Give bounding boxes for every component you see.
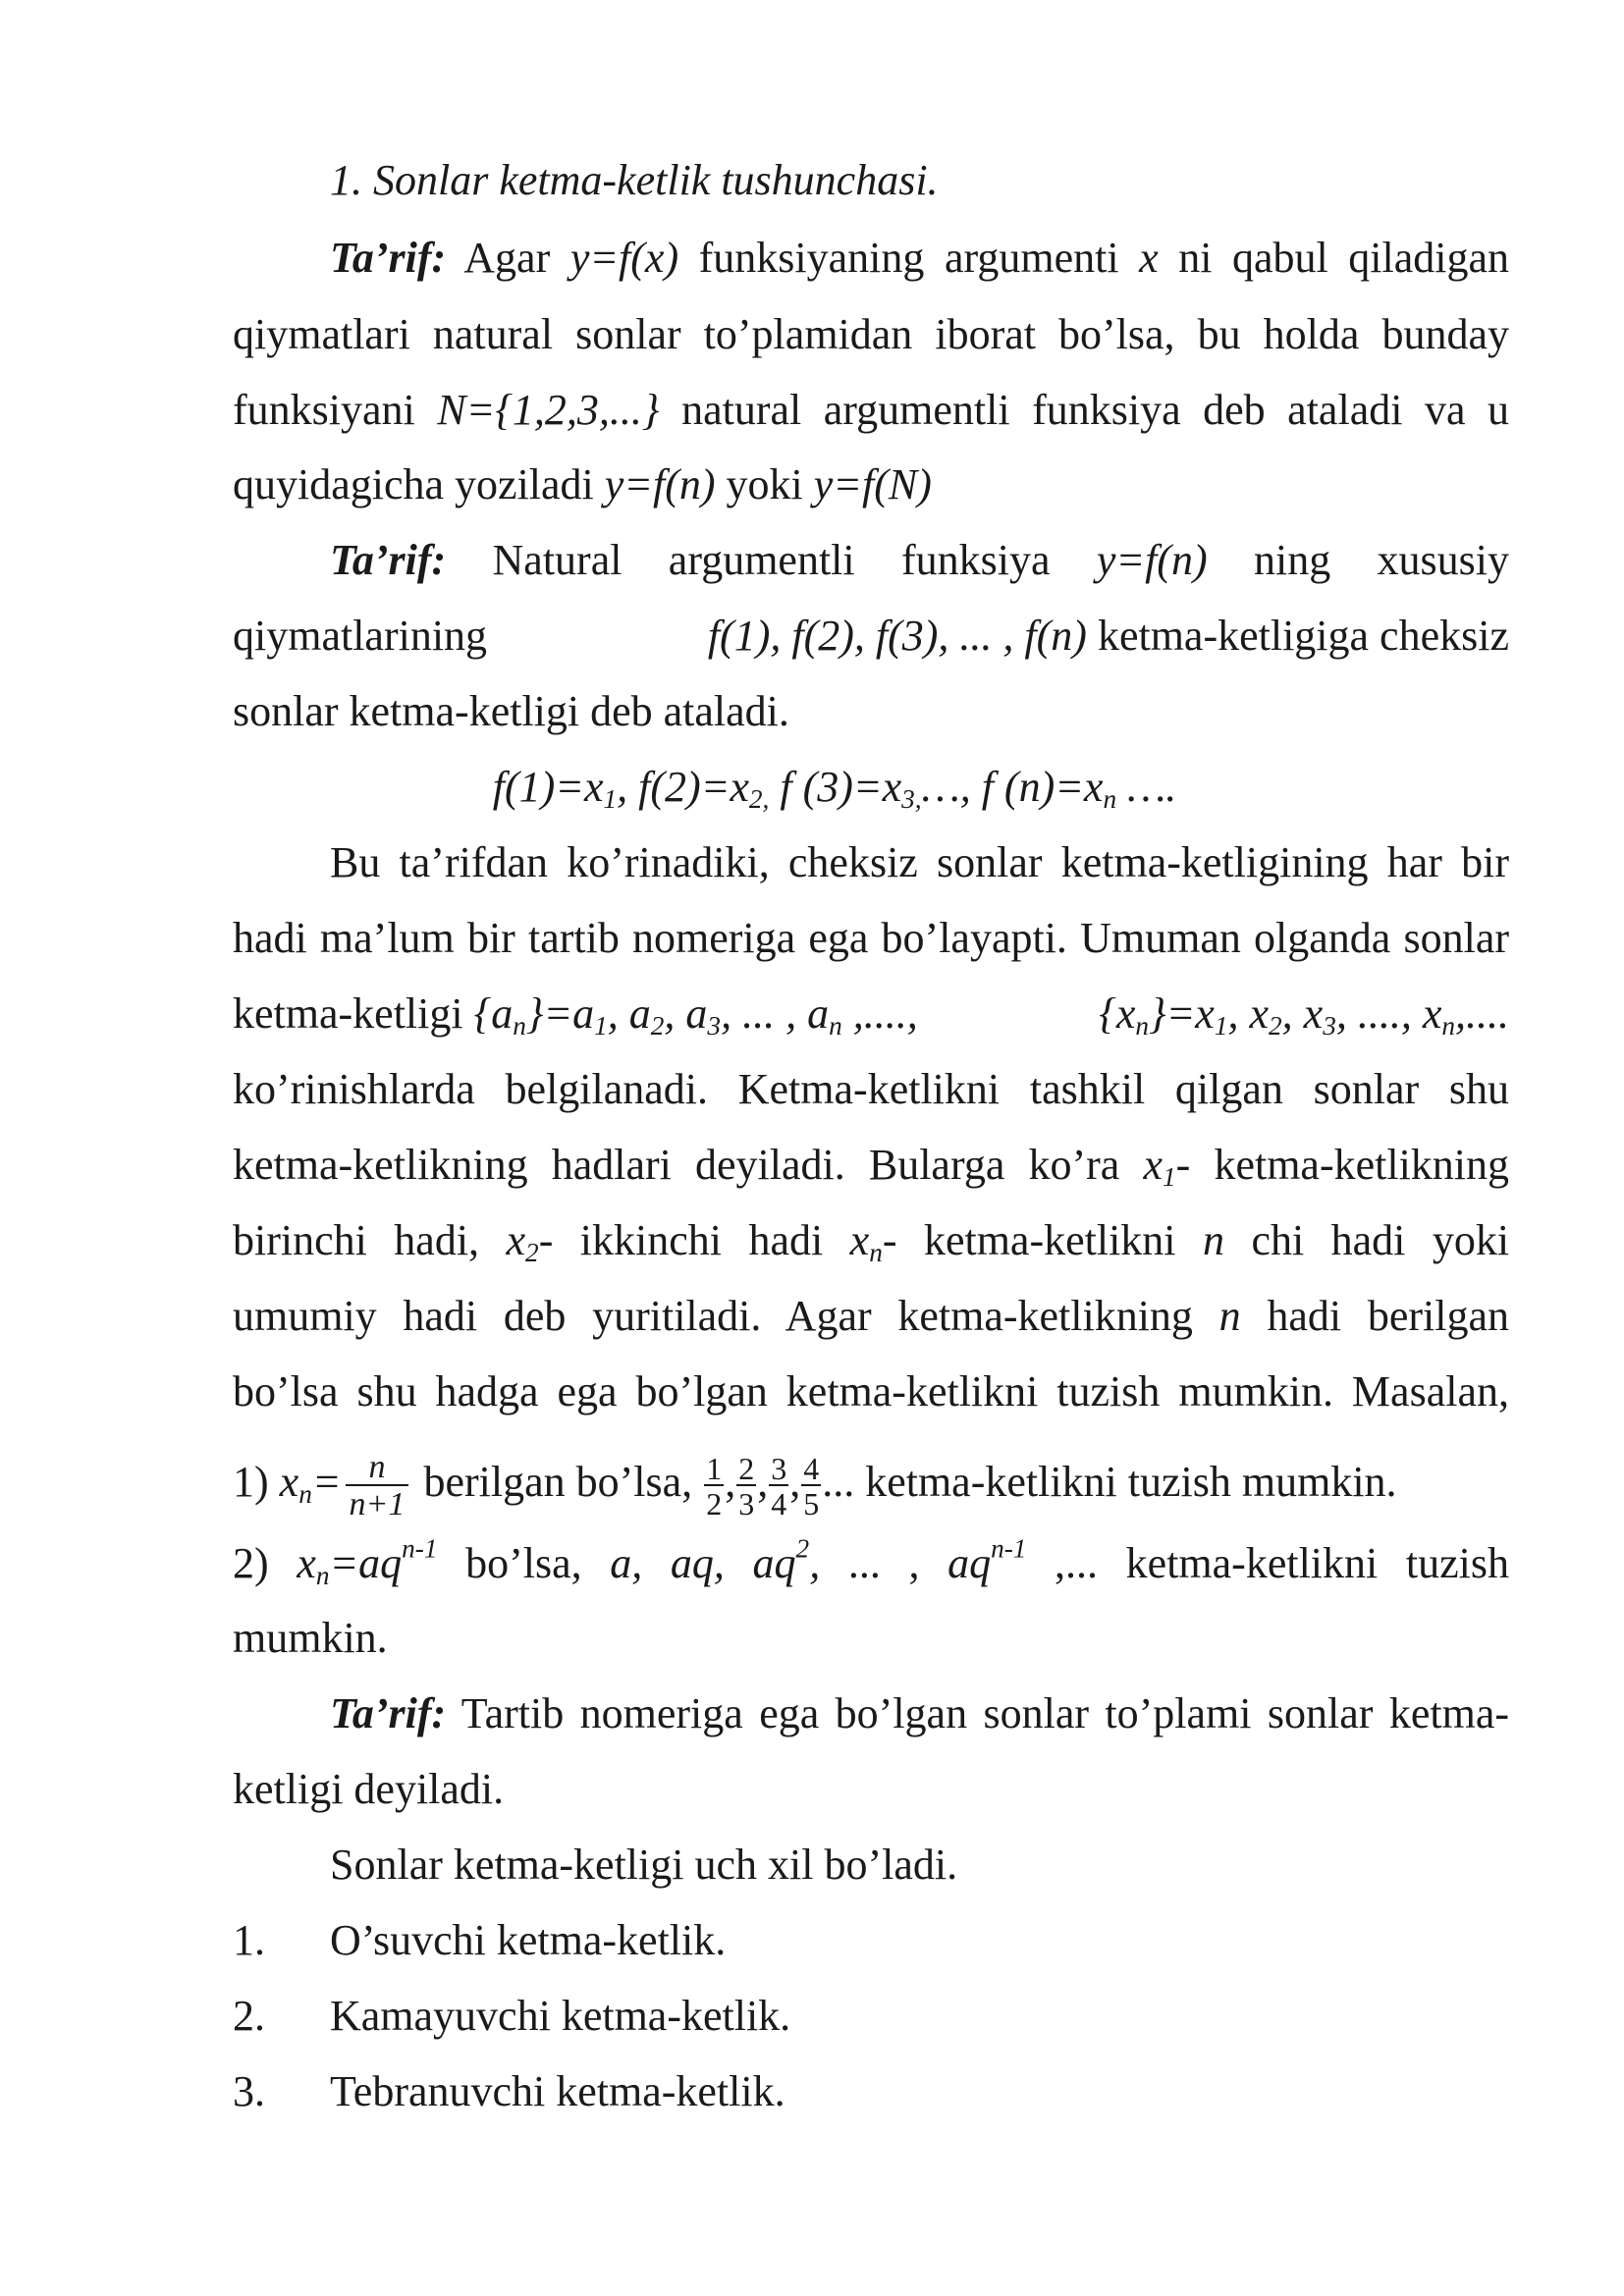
text-span: ni qabul qiladigan [1178,234,1510,282]
def3-line1 [330,1686,1509,1741]
definition-label: Ta’rif: [330,536,447,584]
math-expr: $x_2-$ [506,1216,554,1267]
text-span: yoki [726,460,803,508]
para-line1: Bu ta’rifdan ko’rinadiki, cheksiz sonlar ketma-ketligining har bir [330,838,1509,886]
sequence-x: $\{x_n\}=x_1$, $x_2$, $x_3$, ...., $x_n$,.... [1099,989,1509,1041]
text-span: natural argumentli funksiya deb ataladi va u [681,386,1510,434]
def2-line1 [330,533,1509,588]
def2-line3: sonlar ketma-ketligi deb ataladi. [233,687,789,735]
def1-line3 [233,383,1509,438]
numerator: 4 [803,1450,820,1486]
example2-line2: mumkin. [233,1614,388,1662]
text-span: f(1)=x [492,763,604,811]
def2-line2 [233,609,1509,664]
fraction-n-over-n-plus-1 [346,1448,409,1522]
denominator: 5 [803,1485,820,1522]
seq-fraction [801,1450,821,1522]
section-heading: 1. Sonlar ketma-ketlik tushunchasi. [330,156,939,204]
math-expr: n [1202,1216,1224,1264]
text-span: ... [847,1539,881,1587]
list-item [233,1913,1509,1968]
denominator: 2 [706,1485,723,1522]
numerator: n [368,1448,386,1485]
list-number: 2. [233,1992,265,2040]
text-span: ketma-ketlikni tuzish [1125,1539,1509,1587]
para-line2: hadi ma’lum bir tartib nomeriga ega bo’layapti. Umuman olganda sonlar [233,914,1509,962]
math-expr: $x_n-$ [849,1216,897,1267]
list-text: Kamayuvchi ketma-ketlik. [330,1992,791,2040]
list-number: 3. [233,2067,265,2115]
math-expr: n [1218,1292,1241,1340]
text-span: 2) [233,1539,269,1587]
example1-line: 1) $x_n=$ $\frac{n}{n+1}$ berilgan bo’lsa, $\frac{1}{2}$ , $\frac{2}{3}$ , $\frac{3}{4}$ , $\frac{4}{5}$ ... ketma-ketlikni tuzish mumkin. [233,1448,1397,1522]
def1-line2: qiymatlari natural sonlar to’plamidan iborat bo’lsa, bu holda bunday [233,310,1509,358]
subscript: 3, [901,783,922,814]
text-span: funksiyani [233,386,415,434]
list-text: Tebranuvchi ketma-ketlik. [330,2067,785,2115]
text-span: Agar [463,234,551,282]
text-span: f (3)=x [769,763,902,811]
para-line3 [233,987,1509,1041]
para-line6 [233,1213,1509,1268]
math-expr: $x_n=aq^{n-1}$ [297,1533,438,1590]
para-line5 [233,1138,1509,1193]
def3-line2: ketligi deyiladi. [233,1765,505,1813]
para-line4: ko’rinishlarda belgilanadi. Ketma-ketlikni tashkil qilgan sonlar shu [233,1065,1509,1113]
text-span: Tartib nomeriga ega bo’lgan sonlar to’plami sonlar ketma- [460,1689,1509,1737]
numerator: 1 [706,1450,723,1486]
numerator: 3 [771,1450,787,1486]
text-span: chi hadi yoki [1251,1216,1510,1264]
text-span: ... [822,1458,855,1506]
math-expr: a, [610,1539,643,1587]
text-span: berilgan bo’lsa, [423,1458,693,1506]
text-span: quyidagicha yoziladi [233,460,594,508]
math-expr: f(1), f(2), f(3), ... , f(n) [707,612,1087,660]
types-intro: Sonlar ketma-ketligi uch xil bo’ladi. [330,1841,958,1889]
text-span: umumiy hadi deb yuritiladi. Agar ketma-ketlikning [233,1292,1193,1340]
text-span: ketma-ketlikni [923,1216,1176,1264]
def1-line4 [233,457,1509,512]
math-expr: $x_1-$ [1143,1141,1191,1192]
seq-fraction [736,1450,756,1522]
sequence-a: $\{a_n\}=a_1$, $a_2$, $a_3$, ... , $a_n$ ,...., [473,989,918,1041]
def1-line1 [330,231,1509,286]
math-expr: $aq^2$, [752,1533,821,1587]
text-span: ketma-ketlikning hadlari deyiladi. Bularga ko’ra [233,1141,1120,1189]
text-span: funksiyaning argumenti [698,234,1119,282]
math-expr: $aq^{n-1}$ [947,1533,1027,1587]
text-span: Natural argumentli funksiya [492,536,1051,584]
text-span: ikkinchi hadi [579,1216,824,1264]
denominator: 4 [771,1485,787,1522]
text-span: , f(2)=x [617,763,749,811]
seq-fraction [704,1450,724,1522]
denominator: n+1 [346,1484,409,1522]
math-expr: y=f(n) [1096,536,1208,584]
list-item [233,1989,1509,2044]
denominator: 3 [738,1485,755,1522]
example2-line1 [233,1533,1509,1591]
text-span: birinchi hadi, [233,1216,480,1264]
math-expr: N={1,2,3,...} [437,386,660,434]
text-span: qiymatlarining [233,612,488,660]
text-span: ,... [1055,1539,1099,1587]
text-span: ketma-ketligi [233,989,463,1038]
math-expr: x [1139,234,1159,282]
math-expr: aq, [670,1539,725,1587]
text-span: ketma-ketligiga cheksiz [1097,612,1509,660]
list-item [233,2064,1509,2119]
def2-line2-right [708,609,1509,664]
definition-label: Ta’rif: [330,1689,447,1737]
formula-line [196,760,1473,815]
para-line8: bo’lsa shu hadga ega bo’lgan ketma-ketlikni tuzish mumkin. Masalan, [233,1367,1509,1415]
subscript: 2, [748,783,770,814]
text-span: 1) [233,1458,269,1506]
list-text: O’suvchi ketma-ketlik. [330,1916,727,1964]
text-span: hadi berilgan [1267,1292,1509,1340]
text-span: , [908,1539,920,1587]
subscript: 1 [603,783,618,814]
definition-label: Ta’rif: [330,234,447,282]
text-span: bo’lsa, [465,1539,582,1587]
math-expr: $x_n=$ [279,1458,342,1509]
seq-fraction [769,1450,788,1522]
text-span: ning xususiy [1253,536,1510,584]
math-expr: y=f(n) [604,460,716,508]
list-number: 1. [233,1916,265,1964]
subscript: n [1103,783,1117,814]
math-expr: y=f(N) [813,460,932,508]
text-span: ketma-ketlikning [1214,1141,1510,1189]
text-span: …. [1116,763,1177,811]
text-span: ketma-ketlikni tuzish mumkin. [865,1458,1397,1506]
para-line7 [233,1289,1509,1344]
numerator: 2 [738,1450,755,1486]
text-span: …, f (n)=x [921,763,1104,811]
math-expr: y=f(x) [569,234,679,282]
